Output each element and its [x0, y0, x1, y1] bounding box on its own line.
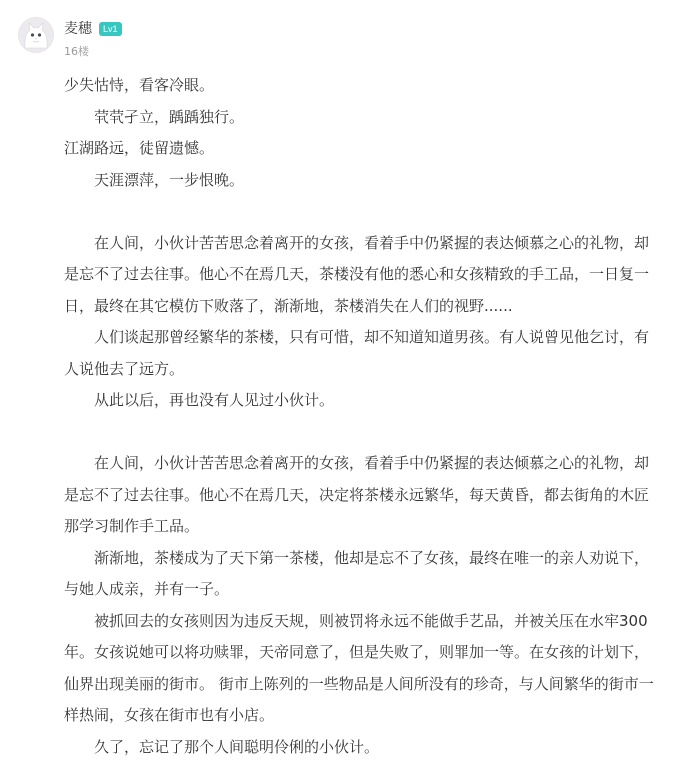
paragraph: 从此以后，再也没有人见过小伙计。: [64, 385, 660, 417]
avatar[interactable]: [18, 17, 54, 53]
paragraph: 天涯漂萍，一步恨晚。: [64, 165, 660, 197]
floor-number: 16楼: [64, 45, 89, 59]
level-badge: Lv1: [99, 22, 122, 36]
white-kitten-avatar-icon: [19, 18, 53, 52]
post-header: [0, 0, 677, 64]
post-content: [64, 70, 660, 763]
paragraph-spacer: [64, 196, 660, 228]
paragraph-spacer: [64, 417, 660, 449]
paragraph: 被抓回去的女孩则因为违反天规，则被罚将永远不能做手艺品，并被关压在水牢300年。女孩说她可以将功赎罪，天帝同意了，但是失败了，则罪加一等。在女孩的计划下，仙界出现美丽的街市。 街市上陈列的一些物品是人间所没有的珍奇，与人间繁华的街市一样热闹，女孩在街市也有小店。: [64, 606, 660, 732]
paragraph: 久了，忘记了那个人间聪明伶俐的小伙计。: [64, 732, 660, 763]
paragraph: 人们谈起那曾经繁华的茶楼，只有可惜，却不知道知道男孩。有人说曾见他乞讨，有人说他去了远方。: [64, 322, 660, 385]
paragraph: 少失怙恃，看客冷眼。: [64, 70, 660, 102]
paragraph: 在人间，小伙计苦苦思念着离开的女孩，看着手中仍紧握的表达倾慕之心的礼物，却是忘不了过去往事。他心不在焉几天，茶楼没有他的悉心和女孩精致的手工品，一日复一日，最终在其它模仿下败落了，渐渐地，茶楼消失在人们的视野......: [64, 228, 660, 323]
paragraph: 江湖路远，徒留遗憾。: [64, 133, 660, 165]
paragraph: 在人间，小伙计苦苦思念着离开的女孩，看着手中仍紧握的表达倾慕之心的礼物，却是忘不了过去往事。他心不在焉几天，决定将茶楼永远繁华，每天黄昏，都去街角的木匠那学习制作手工品。: [64, 448, 660, 543]
paragraph: 渐渐地，茶楼成为了天下第一茶楼，他却是忘不了女孩，最终在唯一的亲人劝说下，与她人成亲，并有一子。: [64, 543, 660, 606]
paragraph: 茕茕孑立，踽踽独行。: [64, 102, 660, 134]
author-name[interactable]: 麦穗: [64, 20, 92, 38]
